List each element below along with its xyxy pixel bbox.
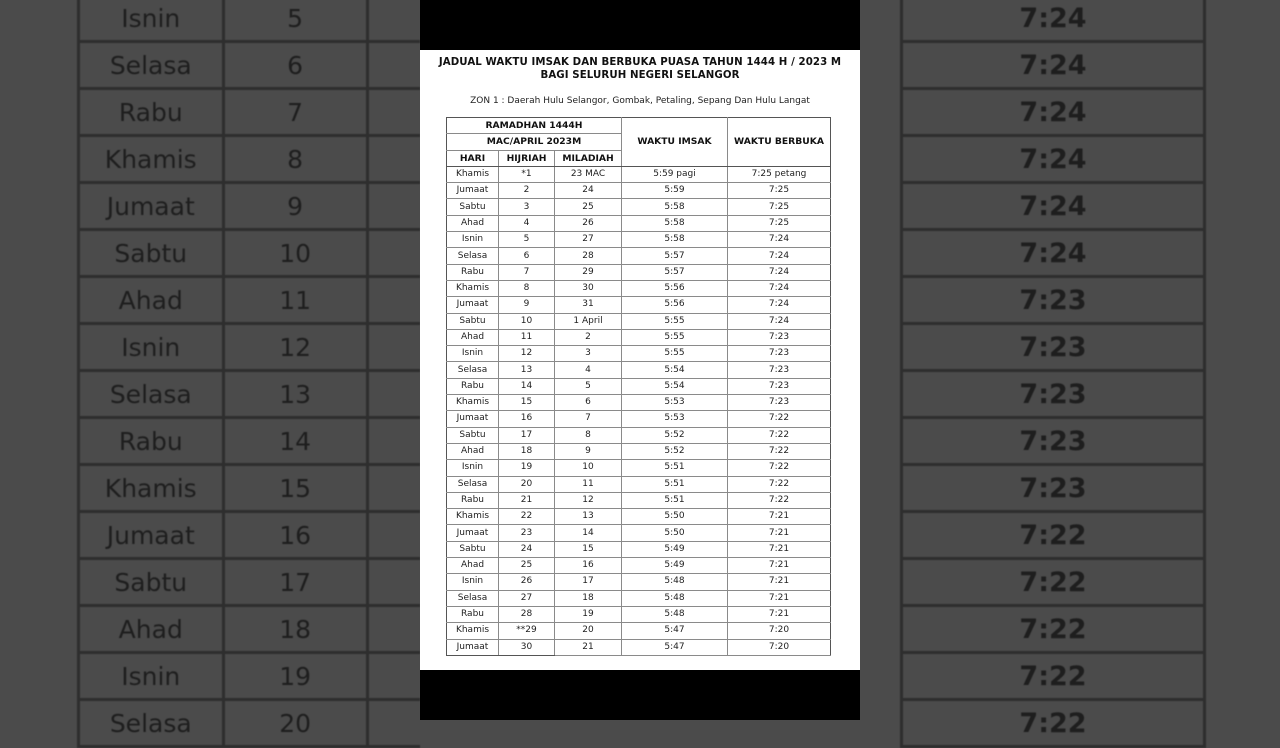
cell-waktu-imsak: 5:49 bbox=[622, 558, 728, 574]
cell-hari: Khamis bbox=[447, 166, 499, 182]
cell-waktu-berbuka: 7:25 bbox=[728, 183, 831, 199]
background-cell-berbuka: 7:22 bbox=[902, 559, 1205, 606]
cell-hijriah: 10 bbox=[499, 313, 555, 329]
background-cell-hari: Selasa bbox=[79, 371, 224, 418]
background-cell-hari: Sabtu bbox=[79, 230, 224, 277]
table-row bbox=[447, 606, 831, 622]
background-table-left bbox=[77, 0, 420, 748]
cell-miladiah: 21 bbox=[555, 639, 622, 655]
header-waktu-berbuka: WAKTU BERBUKA bbox=[728, 118, 831, 167]
background-cell-hijriah: 6 bbox=[223, 42, 367, 89]
cell-miladiah: 30 bbox=[555, 280, 622, 296]
cell-hari: Selasa bbox=[447, 248, 499, 264]
header-miladiah: MILADIAH bbox=[555, 150, 622, 166]
cell-miladiah: 20 bbox=[555, 623, 622, 639]
background-cell-hari: Ahad bbox=[79, 606, 224, 653]
background-cell-hari: Isnin bbox=[79, 0, 224, 42]
cell-hijriah: 7 bbox=[499, 264, 555, 280]
table-row bbox=[447, 166, 831, 182]
background-cell-hari: Khamis bbox=[79, 465, 224, 512]
cell-hijriah: 15 bbox=[499, 395, 555, 411]
background-cell-empty bbox=[367, 653, 420, 700]
table-row bbox=[447, 623, 831, 639]
background-row bbox=[79, 606, 421, 653]
header-mac-april: MAC/APRIL 2023M bbox=[447, 134, 622, 150]
background-cell-empty bbox=[367, 89, 420, 136]
imsak-berbuka-table bbox=[446, 117, 831, 656]
background-row bbox=[902, 136, 1205, 183]
background-row bbox=[79, 277, 421, 324]
cell-waktu-imsak: 5:47 bbox=[622, 639, 728, 655]
cell-waktu-imsak: 5:55 bbox=[622, 329, 728, 345]
cell-hari: Jumaat bbox=[447, 183, 499, 199]
cell-hijriah: 14 bbox=[499, 378, 555, 394]
background-cell-berbuka: 7:22 bbox=[902, 512, 1205, 559]
background-cell-hari: Khamis bbox=[79, 136, 224, 183]
table-row bbox=[447, 525, 831, 541]
cell-hari: Isnin bbox=[447, 460, 499, 476]
cell-miladiah: 7 bbox=[555, 411, 622, 427]
background-cell-hijriah: 15 bbox=[223, 465, 367, 512]
background-cell-empty bbox=[367, 606, 420, 653]
background-row bbox=[902, 371, 1205, 418]
background-row bbox=[902, 418, 1205, 465]
background-cell-berbuka: 7:24 bbox=[902, 230, 1205, 277]
background-row bbox=[902, 465, 1205, 512]
background-cell-empty bbox=[367, 465, 420, 512]
title-line-2: BAGI SELURUH NEGERI SELANGOR bbox=[540, 70, 740, 81]
cell-waktu-imsak: 5:55 bbox=[622, 313, 728, 329]
background-row bbox=[79, 324, 421, 371]
cell-waktu-imsak: 5:57 bbox=[622, 248, 728, 264]
cell-miladiah: 8 bbox=[555, 427, 622, 443]
header-hari: HARI bbox=[447, 150, 499, 166]
background-row bbox=[79, 230, 421, 277]
table-row bbox=[447, 427, 831, 443]
cell-miladiah: 14 bbox=[555, 525, 622, 541]
cell-waktu-imsak: 5:50 bbox=[622, 525, 728, 541]
background-cell-hijriah: 10 bbox=[223, 230, 367, 277]
cell-waktu-imsak: 5:58 bbox=[622, 232, 728, 248]
cell-waktu-berbuka: 7:22 bbox=[728, 476, 831, 492]
background-cell-hijriah: 13 bbox=[223, 371, 367, 418]
cell-hari: Khamis bbox=[447, 509, 499, 525]
cell-hijriah: 9 bbox=[499, 297, 555, 313]
background-cell-empty bbox=[367, 418, 420, 465]
cell-waktu-berbuka: 7:22 bbox=[728, 411, 831, 427]
cell-waktu-berbuka: 7:22 bbox=[728, 460, 831, 476]
background-cell-hari: Sabtu bbox=[79, 559, 224, 606]
cell-waktu-imsak: 5:53 bbox=[622, 395, 728, 411]
background-cell-hijriah: 9 bbox=[223, 183, 367, 230]
background-cell-hijriah: 17 bbox=[223, 559, 367, 606]
cell-waktu-berbuka: 7:21 bbox=[728, 558, 831, 574]
cell-hari: Sabtu bbox=[447, 313, 499, 329]
cell-waktu-imsak: 5:48 bbox=[622, 606, 728, 622]
background-cell-hari: Selasa bbox=[79, 700, 224, 747]
cell-waktu-imsak: 5:56 bbox=[622, 297, 728, 313]
cell-hijriah: 24 bbox=[499, 541, 555, 557]
table-row bbox=[447, 183, 831, 199]
cell-waktu-berbuka: 7:20 bbox=[728, 639, 831, 655]
background-row bbox=[902, 89, 1205, 136]
cell-hari: Jumaat bbox=[447, 297, 499, 313]
background-cell-empty bbox=[367, 0, 420, 42]
table-row bbox=[447, 232, 831, 248]
cell-miladiah: 12 bbox=[555, 492, 622, 508]
background-row bbox=[902, 606, 1205, 653]
table-row bbox=[447, 509, 831, 525]
cell-waktu-berbuka: 7:21 bbox=[728, 606, 831, 622]
background-cell-berbuka: 7:22 bbox=[902, 606, 1205, 653]
cell-waktu-berbuka: 7:20 bbox=[728, 623, 831, 639]
cell-waktu-berbuka: 7:24 bbox=[728, 280, 831, 296]
cell-waktu-imsak: 5:58 bbox=[622, 215, 728, 231]
background-cell-berbuka: 7:23 bbox=[902, 371, 1205, 418]
cell-miladiah: 16 bbox=[555, 558, 622, 574]
cell-waktu-imsak: 5:51 bbox=[622, 460, 728, 476]
background-cell-empty bbox=[367, 371, 420, 418]
table-row bbox=[447, 639, 831, 655]
background-cell-hijriah: 14 bbox=[223, 418, 367, 465]
cell-hijriah: 12 bbox=[499, 346, 555, 362]
background-cell-hijriah: 5 bbox=[223, 0, 367, 42]
cell-hari: Sabtu bbox=[447, 541, 499, 557]
background-cell-hari: Rabu bbox=[79, 89, 224, 136]
background-cell-hari: Rabu bbox=[79, 418, 224, 465]
background-row bbox=[79, 0, 421, 42]
cell-waktu-berbuka: 7:24 bbox=[728, 313, 831, 329]
background-cell-empty bbox=[367, 183, 420, 230]
cell-waktu-imsak: 5:56 bbox=[622, 280, 728, 296]
table-row bbox=[447, 443, 831, 459]
background-row bbox=[902, 653, 1205, 700]
background-cell-empty bbox=[367, 42, 420, 89]
cell-waktu-berbuka: 7:21 bbox=[728, 509, 831, 525]
cell-waktu-imsak: 5:51 bbox=[622, 476, 728, 492]
table-row bbox=[447, 346, 831, 362]
background-row bbox=[79, 371, 421, 418]
background-row bbox=[902, 183, 1205, 230]
cell-hijriah: *1 bbox=[499, 166, 555, 182]
header-hijriah: HIJRIAH bbox=[499, 150, 555, 166]
background-cell-hari: Ahad bbox=[79, 277, 224, 324]
background-cell-hijriah: 11 bbox=[223, 277, 367, 324]
cell-waktu-imsak: 5:52 bbox=[622, 427, 728, 443]
table-row bbox=[447, 280, 831, 296]
cell-waktu-berbuka: 7:25 bbox=[728, 199, 831, 215]
cell-waktu-imsak: 5:54 bbox=[622, 362, 728, 378]
cell-waktu-imsak: 5:59 pagi bbox=[622, 166, 728, 182]
letterbox-top bbox=[420, 0, 860, 50]
background-row bbox=[79, 700, 421, 747]
background-cell-empty bbox=[367, 136, 420, 183]
cell-hari: Ahad bbox=[447, 558, 499, 574]
cell-hijriah: 25 bbox=[499, 558, 555, 574]
table-row bbox=[447, 329, 831, 345]
cell-waktu-berbuka: 7:24 bbox=[728, 297, 831, 313]
cell-hari: Rabu bbox=[447, 378, 499, 394]
table-row bbox=[447, 492, 831, 508]
table-row bbox=[447, 378, 831, 394]
cell-miladiah: 28 bbox=[555, 248, 622, 264]
cell-hari: Rabu bbox=[447, 264, 499, 280]
background-row bbox=[79, 183, 421, 230]
background-cell-empty bbox=[367, 324, 420, 371]
cell-waktu-berbuka: 7:21 bbox=[728, 574, 831, 590]
cell-hari: Jumaat bbox=[447, 411, 499, 427]
cell-waktu-berbuka: 7:23 bbox=[728, 362, 831, 378]
background-cell-berbuka: 7:24 bbox=[902, 183, 1205, 230]
background-cell-hijriah: 20 bbox=[223, 700, 367, 747]
cell-miladiah: 10 bbox=[555, 460, 622, 476]
cell-hari: Selasa bbox=[447, 476, 499, 492]
header-ramadhan: RAMADHAN 1444H bbox=[447, 118, 622, 134]
cell-hari: Rabu bbox=[447, 492, 499, 508]
background-cell-hari: Isnin bbox=[79, 653, 224, 700]
cell-hijriah: 8 bbox=[499, 280, 555, 296]
table-row bbox=[447, 362, 831, 378]
cell-miladiah: 19 bbox=[555, 606, 622, 622]
cell-hari: Isnin bbox=[447, 346, 499, 362]
cell-waktu-berbuka: 7:25 petang bbox=[728, 166, 831, 182]
cell-waktu-imsak: 5:57 bbox=[622, 264, 728, 280]
table-row bbox=[447, 199, 831, 215]
background-row bbox=[79, 512, 421, 559]
cell-hari: Sabtu bbox=[447, 427, 499, 443]
cell-waktu-imsak: 5:51 bbox=[622, 492, 728, 508]
background-row bbox=[902, 324, 1205, 371]
cell-hijriah: 28 bbox=[499, 606, 555, 622]
cell-waktu-imsak: 5:55 bbox=[622, 346, 728, 362]
background-cell-empty bbox=[367, 277, 420, 324]
cell-hari: Jumaat bbox=[447, 525, 499, 541]
cell-miladiah: 9 bbox=[555, 443, 622, 459]
table-row bbox=[447, 297, 831, 313]
cell-waktu-berbuka: 7:21 bbox=[728, 525, 831, 541]
cell-hari: Selasa bbox=[447, 362, 499, 378]
cell-hari: Isnin bbox=[447, 232, 499, 248]
cell-miladiah: 5 bbox=[555, 378, 622, 394]
cell-hijriah: 11 bbox=[499, 329, 555, 345]
zone-description: ZON 1 : Daerah Hulu Selangor, Gombak, Petaling, Sepang Dan Hulu Langat bbox=[470, 96, 810, 106]
table-row bbox=[447, 313, 831, 329]
cell-hijriah: 30 bbox=[499, 639, 555, 655]
cell-hijriah: 13 bbox=[499, 362, 555, 378]
cell-hijriah: 20 bbox=[499, 476, 555, 492]
background-row bbox=[79, 136, 421, 183]
table-row bbox=[447, 395, 831, 411]
background-row bbox=[79, 559, 421, 606]
cell-hijriah: 6 bbox=[499, 248, 555, 264]
background-cell-berbuka: 7:24 bbox=[902, 42, 1205, 89]
cell-hijriah: 18 bbox=[499, 443, 555, 459]
cell-miladiah: 29 bbox=[555, 264, 622, 280]
cell-miladiah: 1 April bbox=[555, 313, 622, 329]
background-row bbox=[79, 418, 421, 465]
table-row bbox=[447, 215, 831, 231]
document-title bbox=[420, 56, 860, 82]
background-cell-hari: Selasa bbox=[79, 42, 224, 89]
cell-miladiah: 3 bbox=[555, 346, 622, 362]
cell-miladiah: 26 bbox=[555, 215, 622, 231]
cell-hijriah: 27 bbox=[499, 590, 555, 606]
cell-hijriah: **29 bbox=[499, 623, 555, 639]
background-row bbox=[79, 465, 421, 512]
cell-hijriah: 4 bbox=[499, 215, 555, 231]
cell-waktu-berbuka: 7:22 bbox=[728, 427, 831, 443]
background-cell-hari: Isnin bbox=[79, 324, 224, 371]
cell-hari: Khamis bbox=[447, 623, 499, 639]
cell-miladiah: 17 bbox=[555, 574, 622, 590]
cell-waktu-berbuka: 7:25 bbox=[728, 215, 831, 231]
cell-waktu-imsak: 5:58 bbox=[622, 199, 728, 215]
cell-hari: Khamis bbox=[447, 280, 499, 296]
cell-hijriah: 17 bbox=[499, 427, 555, 443]
background-row bbox=[79, 42, 421, 89]
cell-waktu-berbuka: 7:23 bbox=[728, 346, 831, 362]
cell-waktu-berbuka: 7:21 bbox=[728, 590, 831, 606]
cell-hari: Sabtu bbox=[447, 199, 499, 215]
cell-waktu-berbuka: 7:24 bbox=[728, 264, 831, 280]
background-cell-berbuka: 7:23 bbox=[902, 324, 1205, 371]
background-cell-hari: Jumaat bbox=[79, 183, 224, 230]
cell-hari: Ahad bbox=[447, 329, 499, 345]
background-cell-hijriah: 7 bbox=[223, 89, 367, 136]
cell-miladiah: 2 bbox=[555, 329, 622, 345]
cell-waktu-imsak: 5:53 bbox=[622, 411, 728, 427]
cell-waktu-berbuka: 7:24 bbox=[728, 248, 831, 264]
background-cell-hijriah: 12 bbox=[223, 324, 367, 371]
cell-hari: Ahad bbox=[447, 215, 499, 231]
cell-hijriah: 19 bbox=[499, 460, 555, 476]
cell-hijriah: 5 bbox=[499, 232, 555, 248]
cell-waktu-berbuka: 7:24 bbox=[728, 232, 831, 248]
cell-waktu-imsak: 5:50 bbox=[622, 509, 728, 525]
cell-miladiah: 6 bbox=[555, 395, 622, 411]
cell-miladiah: 25 bbox=[555, 199, 622, 215]
background-cell-berbuka: 7:23 bbox=[902, 418, 1205, 465]
cell-miladiah: 15 bbox=[555, 541, 622, 557]
cell-miladiah: 11 bbox=[555, 476, 622, 492]
background-row bbox=[79, 653, 421, 700]
table-row bbox=[447, 558, 831, 574]
table-row bbox=[447, 590, 831, 606]
cell-miladiah: 27 bbox=[555, 232, 622, 248]
background-cell-berbuka: 7:24 bbox=[902, 89, 1205, 136]
background-right-magnified bbox=[860, 0, 1280, 739]
background-cell-empty bbox=[367, 230, 420, 277]
background-row bbox=[902, 512, 1205, 559]
cell-waktu-imsak: 5:52 bbox=[622, 443, 728, 459]
background-cell-berbuka: 7:24 bbox=[902, 0, 1205, 42]
cell-waktu-berbuka: 7:22 bbox=[728, 443, 831, 459]
cell-hari: Khamis bbox=[447, 395, 499, 411]
cell-miladiah: 24 bbox=[555, 183, 622, 199]
table-row bbox=[447, 476, 831, 492]
cell-hari: Selasa bbox=[447, 590, 499, 606]
cell-waktu-imsak: 5:47 bbox=[622, 623, 728, 639]
cell-miladiah: 4 bbox=[555, 362, 622, 378]
cell-waktu-imsak: 5:49 bbox=[622, 541, 728, 557]
background-row bbox=[902, 277, 1205, 324]
table-row bbox=[447, 248, 831, 264]
cell-waktu-imsak: 5:54 bbox=[622, 378, 728, 394]
background-cell-empty bbox=[367, 512, 420, 559]
background-row bbox=[902, 42, 1205, 89]
background-row bbox=[902, 230, 1205, 277]
cell-hari: Isnin bbox=[447, 574, 499, 590]
background-left-magnified bbox=[0, 0, 420, 738]
background-cell-hari: Jumaat bbox=[79, 512, 224, 559]
title-line-1: JADUAL WAKTU IMSAK DAN BERBUKA PUASA TAHUN 1444 H / 2023 M bbox=[438, 57, 842, 68]
cell-waktu-berbuka: 7:23 bbox=[728, 329, 831, 345]
cell-waktu-berbuka: 7:23 bbox=[728, 378, 831, 394]
cell-hijriah: 16 bbox=[499, 411, 555, 427]
cell-miladiah: 13 bbox=[555, 509, 622, 525]
table-row bbox=[447, 460, 831, 476]
cell-waktu-berbuka: 7:22 bbox=[728, 492, 831, 508]
background-cell-empty bbox=[367, 559, 420, 606]
cell-waktu-imsak: 5:48 bbox=[622, 590, 728, 606]
cell-miladiah: 23 MAC bbox=[555, 166, 622, 182]
cell-miladiah: 18 bbox=[555, 590, 622, 606]
background-cell-hijriah: 19 bbox=[223, 653, 367, 700]
background-cell-berbuka: 7:22 bbox=[902, 653, 1205, 700]
background-table-right bbox=[900, 0, 1206, 748]
table-row bbox=[447, 541, 831, 557]
background-row bbox=[902, 559, 1205, 606]
background-cell-berbuka: 7:22 bbox=[902, 700, 1205, 747]
cell-hijriah: 3 bbox=[499, 199, 555, 215]
cell-hijriah: 2 bbox=[499, 183, 555, 199]
schedule-document bbox=[420, 50, 860, 670]
background-row bbox=[902, 700, 1205, 747]
cell-waktu-berbuka: 7:23 bbox=[728, 395, 831, 411]
cell-hijriah: 21 bbox=[499, 492, 555, 508]
background-row bbox=[79, 89, 421, 136]
cell-hari: Ahad bbox=[447, 443, 499, 459]
header-waktu-imsak: WAKTU IMSAK bbox=[622, 118, 728, 167]
background-cell-hijriah: 18 bbox=[223, 606, 367, 653]
cell-hijriah: 26 bbox=[499, 574, 555, 590]
cell-hari: Jumaat bbox=[447, 639, 499, 655]
cell-waktu-berbuka: 7:21 bbox=[728, 541, 831, 557]
background-cell-hijriah: 16 bbox=[223, 512, 367, 559]
cell-waktu-imsak: 5:48 bbox=[622, 574, 728, 590]
table-row bbox=[447, 411, 831, 427]
background-cell-berbuka: 7:24 bbox=[902, 136, 1205, 183]
table-row bbox=[447, 264, 831, 280]
letterbox-bottom bbox=[420, 670, 860, 720]
cell-hari: Rabu bbox=[447, 606, 499, 622]
background-row bbox=[902, 0, 1205, 42]
background-cell-berbuka: 7:23 bbox=[902, 277, 1205, 324]
background-cell-berbuka: 7:23 bbox=[902, 465, 1205, 512]
cell-hijriah: 23 bbox=[499, 525, 555, 541]
cell-miladiah: 31 bbox=[555, 297, 622, 313]
background-cell-empty bbox=[367, 700, 420, 747]
table-row bbox=[447, 574, 831, 590]
cell-waktu-imsak: 5:59 bbox=[622, 183, 728, 199]
cell-hijriah: 22 bbox=[499, 509, 555, 525]
background-cell-hijriah: 8 bbox=[223, 136, 367, 183]
